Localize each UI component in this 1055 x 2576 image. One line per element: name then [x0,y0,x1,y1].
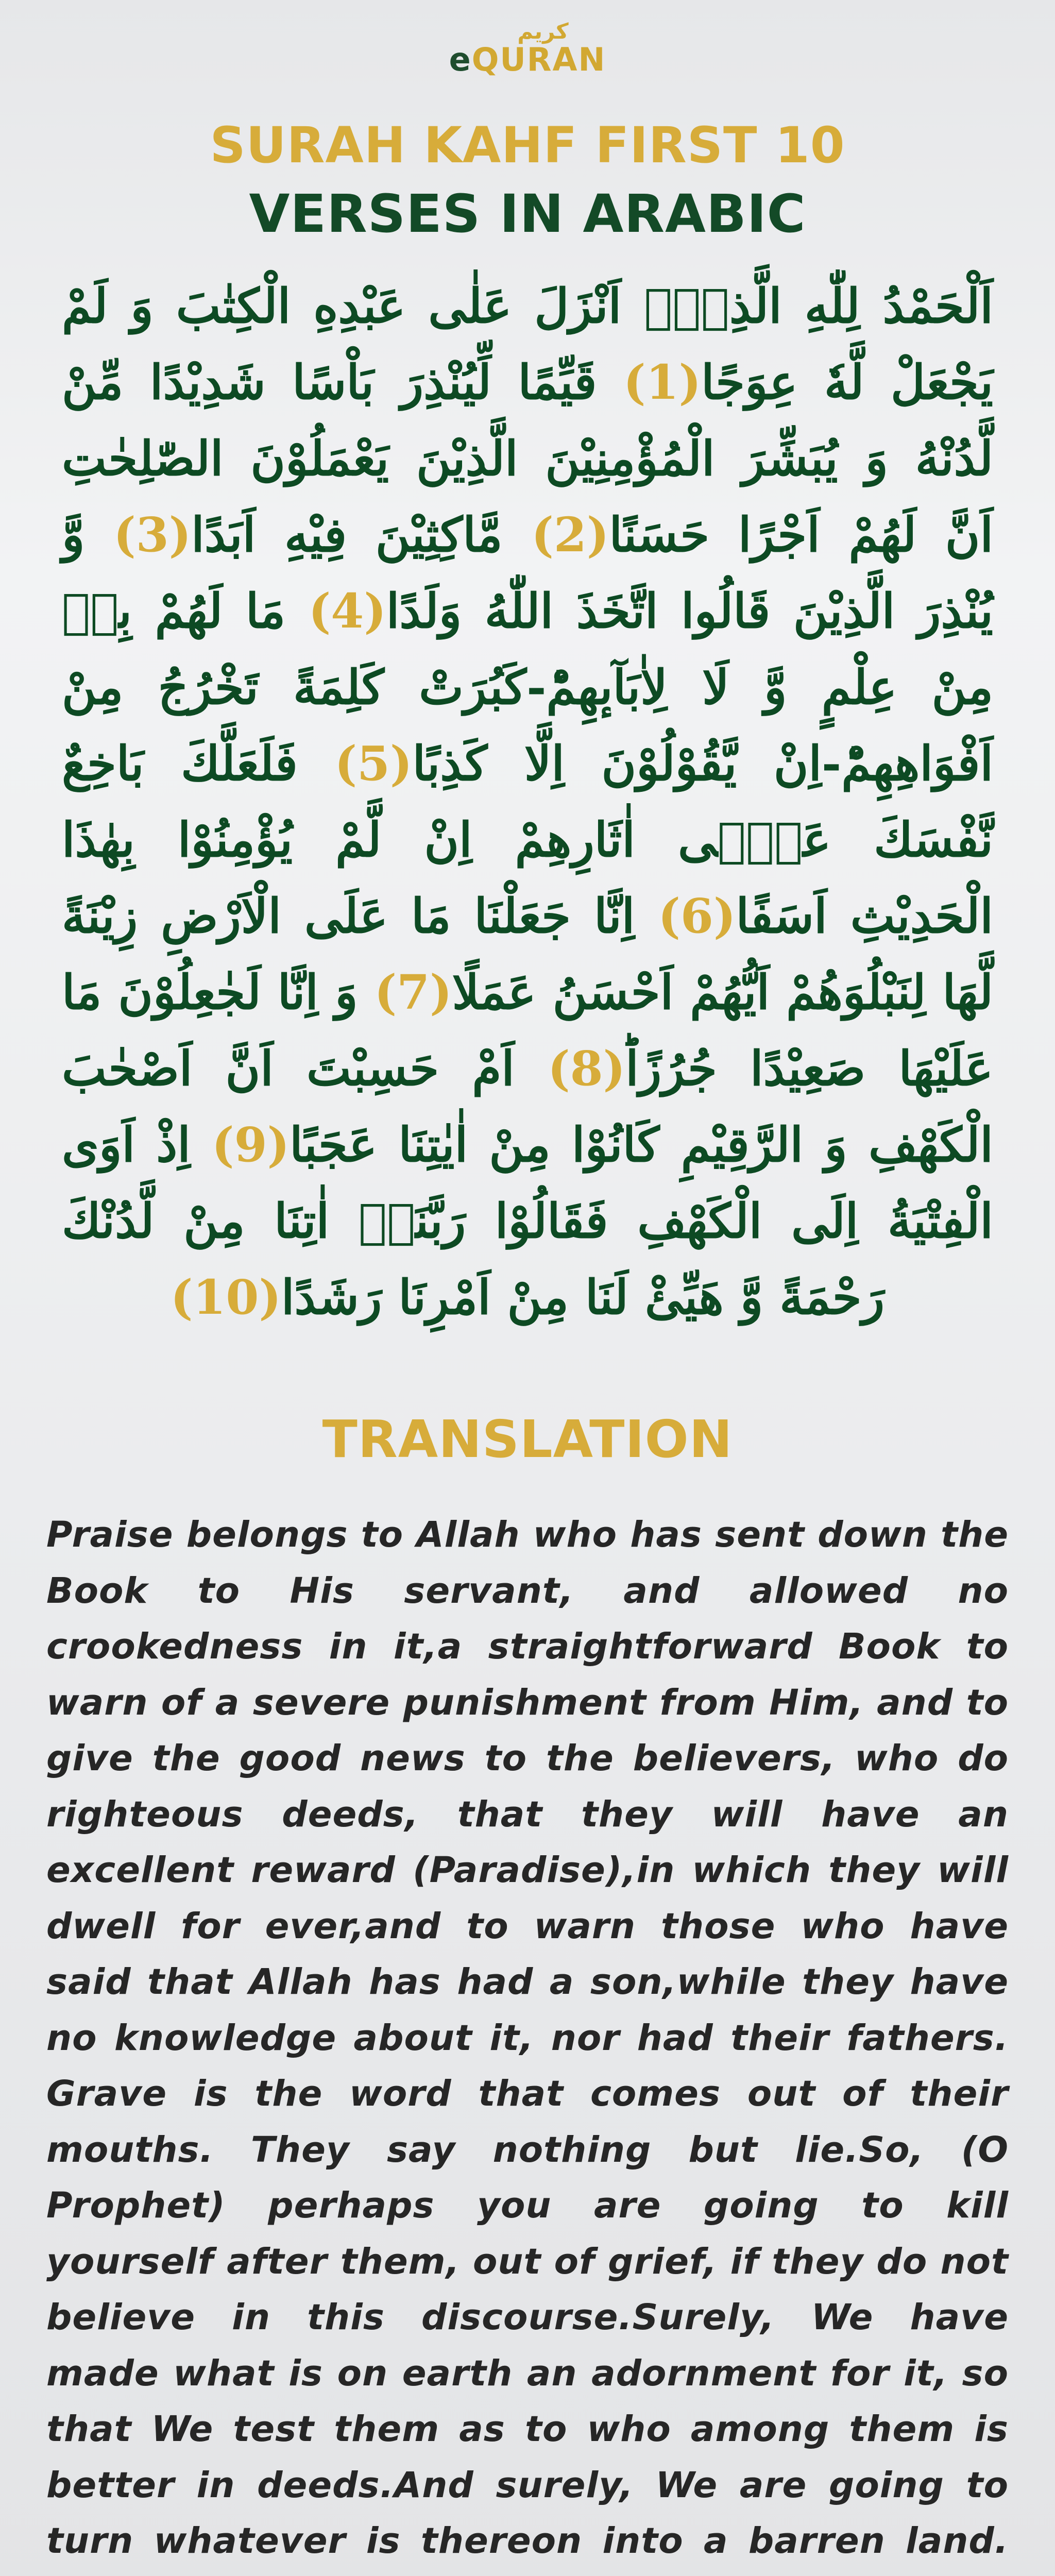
verse-8-number: (8) [548,1041,626,1096]
logo-wordmark [449,42,606,77]
verse-8-text: وَ اِنَّا لَجٰعِلُوْنَ مَا عَلَیْهَا صَعِیْدًا جُرُزًاؕ [62,964,993,1096]
verse-4-text: وَّ یُنْذِرَ الَّذِیْنَ قَالُوا اتَّخَذَ اللّٰهُ وَلَدًا [62,507,994,639]
verse-10-number: (10) [170,1269,281,1325]
verse-1-text: اَلْحَمْدُ لِلّٰهِ الَّذِیْۤ اَنْزَلَ عَلٰى عَبْدِهِ الْكِتٰبَ وَ لَمْ یَجْعَلْ لَّهٗ عِوَجًا [62,278,994,410]
logo [0,21,1055,77]
verse-6-number: (6) [658,888,736,944]
verse-6-text: فَلَعَلَّكَ بَاخِعٌ نَّفْسَكَ عَلٰۤى اٰثَارِهِمْ اِنْ لَّمْ یُؤْمِنُوْا بِهٰذَا الْحَدِیْثِ اَسَفًا [62,736,993,944]
translation-heading: TRANSLATION [322,1409,733,1469]
logo-arabic-text: كريم [517,19,569,44]
verse-7-text: اِنَّا جَعَلْنَا مَا عَلَى الْاَرْضِ زِیْنَةً لَّهَا لِنَبْلُوَهُمْ اَیُّهُمْ اَحْسَنُ عَمَلًا [62,888,994,1020]
verse-7-number: (7) [374,964,452,1020]
verse-3-text: مَّاكِثِیْنَ فِیْهِ اَبَدًا [191,507,503,563]
verse-9-text: اَمْ حَسِبْتَ اَنَّ اَصْحٰبَ الْكَهْفِ وَ الرَّقِیْمِ كَانُوْا مِنْ اٰیٰتِنَا عَجَبًا [62,1041,993,1173]
verse-1-number: (1) [623,354,702,410]
page-title-line-2: VERSES IN ARABIC [249,183,806,245]
logo-e: e [449,41,472,78]
verse-4-number: (4) [308,583,386,639]
verse-5-number: (5) [334,736,413,791]
verse-10-text: اِذْ اَوَى الْفِتْیَةُ اِلَى الْكَهْفِ فَقَالُوْا رَبَّنَاۤ اٰتِنَا مِنْ لَّدُنْكَ رَحْمَةً وَّ هَیِّئْ لَنَا مِنْ اَمْرِنَا رَشَدًا [62,1117,993,1325]
logo-quran: QURAN [471,41,606,78]
verse-3-number: (3) [113,507,192,563]
arabic-verses [62,268,993,1335]
verse-2-text: قَیِّمًا لِّیُنْذِرَ بَاْسًا شَدِیْدًا مِّنْ لَّدُنْهُ وَ یُبَشِّرَ الْمُؤْمِنِیْنَ الَّذِیْنَ یَعْمَلُوْنَ الصّٰلِحٰتِ اَنَّ لَهُمْ اَجْرًا حَسَنًا [62,354,994,563]
verse-9-number: (9) [212,1117,290,1173]
verse-5-text: مَا لَهُمْ بِهٖ مِنْ عِلْمٍ وَّ لَا لِاٰبَآىٕهِمْؕ-كَبُرَتْ كَلِمَةً تَخْرُجُ مِنْ اَفْوَاهِهِمْؕ-اِنْ یَّقُوْلُوْنَ اِلَّا كَذِبًا [62,583,994,791]
verse-2-number: (2) [531,507,609,563]
page-title-line-1: SURAH KAHF FIRST 10 [210,116,845,174]
translation-text: Praise belongs to Allah who has sent down the Book to His servant, and allowed no crookedness in it,a straightforward Book to warn of a severe punishment from Him, and to give the good news to the believers, who do righteous deeds, that they will have an excellent reward (Paradise),in which they will dwell for ever,and to warn those who have said that Allah has had a son,while they have no knowledge about it, nor had their fathers. Grave is the word that comes out of their mouths. They say nothing but lie.So, (O Prophet) perhaps you are going to kill yourself after them, out of grief, if they do not believe in this discourse.Surely, We have made what is on earth an adornment for it, so that We test them as to who among them is better in deeds.And surely, We are going to turn whatever is thereon into a barren land. [46,1514,1009,2562]
